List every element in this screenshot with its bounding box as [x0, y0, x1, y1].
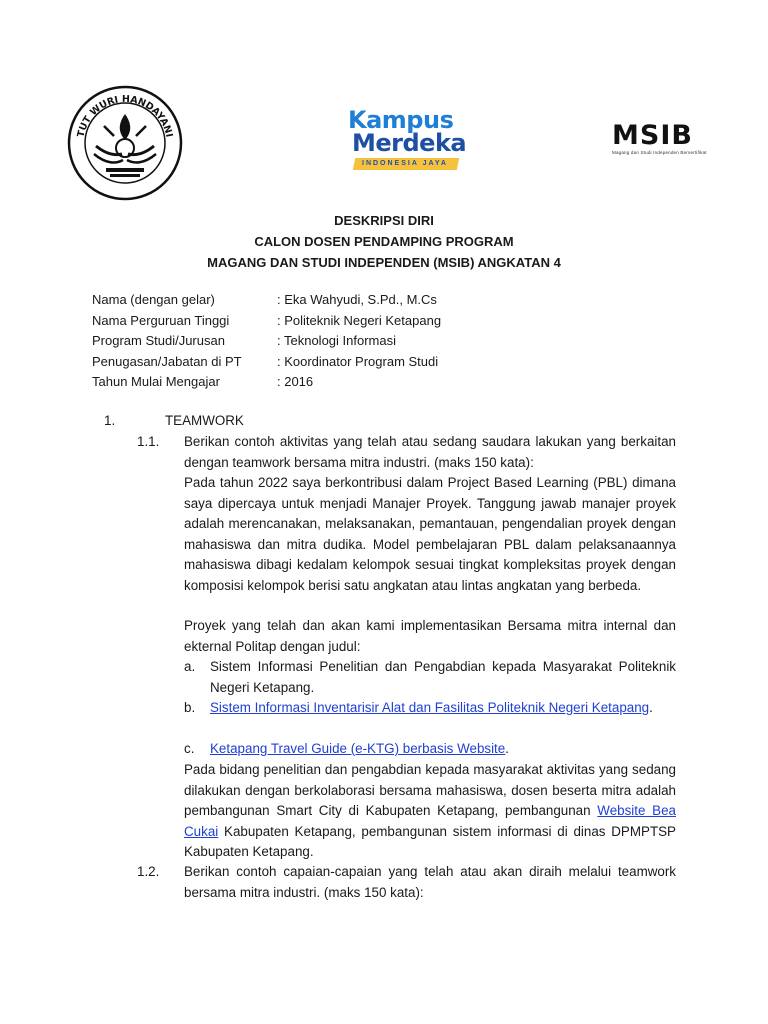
identity-row: [92, 311, 692, 332]
identity-row: [92, 290, 692, 311]
identity-row: [92, 352, 692, 373]
title-line-2: CALON DOSEN PENDAMPING PROGRAM: [254, 234, 514, 249]
kampus-merdeka-word2: Merdeka: [352, 129, 467, 157]
identity-label: Nama Perguruan Tinggi: [92, 312, 230, 328]
list-item-link[interactable]: Sistem Informasi Inventarisir Alat dan Fasilitas Politeknik Negeri Ketapang: [210, 700, 650, 715]
title-line-1: DESKRIPSI DIRI: [334, 213, 434, 228]
kampus-merdeka-logo: [348, 106, 467, 172]
identity-value: : 2016: [277, 374, 314, 389]
list-item: [210, 739, 676, 760]
section-title: TEAMWORK: [165, 413, 244, 428]
identity-value: : Koordinator Program Studi: [277, 353, 439, 369]
list-marker: b.: [184, 700, 196, 715]
identity-row: [92, 331, 692, 352]
document-title: [0, 210, 768, 273]
msib-tagline: Magang dan Studi Independen Bersertifikat: [612, 150, 707, 155]
answer-paragraph-1: Pada tahun 2022 saya berkontribusi dalam Project Based Learning (PBL) dimana saya dipercaya untuk menjadi Manajer Proyek. Tanggung jawab manajer proyek adalah merencanakan, melaksanakan, pemantauan, pengendalian proyek dengan mahasiswa dan mitra dudika. Model pembelajaran PBL dalam pelaksanaannya mahasiswa dibagi kedalam kelompok sesuai tingkat kompleksitas proyek dengan komposisi kelompok berisi satu angkatan atau lintas angkatan yang berbeda.: [184, 475, 676, 593]
kampus-merdeka-word1: Kampus: [348, 106, 454, 134]
question-text: Berikan contoh capaian-capaian yang telah atau akan diraih melalui teamwork bersama mitra industri. (maks 150 kata):: [184, 864, 676, 900]
identity-value: : Politeknik Negeri Ketapang: [277, 312, 442, 328]
paragraph-text: Pada bidang penelitian dan pengabdian kepada masyarakat aktivitas yang sedang dilakukan dengan berkolaborasi bersama mahasiswa, dosen beserta mitra adalah pembangunan Smart City di Kabupaten Ketapang, pembangunan: [184, 762, 676, 818]
question-number: 1.2.: [137, 864, 160, 879]
identity-label: Tahun Mulai Mengajar: [92, 374, 220, 389]
list-marker: c.: [184, 741, 195, 756]
title-line-3: MAGANG DAN STUDI INDEPENDEN (MSIB) ANGKATAN 4: [207, 255, 561, 270]
list-item: [210, 698, 676, 719]
identity-label: Penugasan/Jabatan di PT: [92, 353, 242, 369]
section-number: 1.: [104, 413, 116, 428]
identity-row: [92, 372, 692, 393]
answer-paragraph-2: Proyek yang telah dan akan kami implementasikan Bersama mitra internal dan ekternal Politap dengan judul:: [184, 618, 676, 654]
list-item-link[interactable]: Ketapang Travel Guide (e-KTG) berbasis Website: [210, 741, 506, 756]
msib-logo: [612, 120, 712, 158]
tut-wuri-handayani-logo: [66, 84, 184, 202]
question-number: 1.1.: [137, 434, 160, 449]
identity-value: : Teknologi Informasi: [277, 333, 396, 348]
list-item-suffix: .: [649, 700, 653, 715]
list-item-text: Sistem Informasi Penelitian dan Pengabdian kepada Masyarakat Politeknik Negeri Ketapang.: [210, 659, 676, 695]
answer-paragraph-3: [184, 760, 676, 863]
logo-motto: TUT WURI HANDAYANI: [75, 93, 175, 139]
list-marker: a.: [184, 659, 196, 674]
identity-label: Program Studi/Jurusan: [92, 333, 225, 348]
kampus-merdeka-tagline: INDONESIA JAYA: [362, 160, 448, 167]
list-item-suffix: .: [505, 741, 509, 756]
identity-label: Nama (dengan gelar): [92, 292, 215, 307]
bea-cukai-link[interactable]: Website Bea Cukai: [184, 803, 676, 839]
paragraph-text: Kabupaten Ketapang, pembangunan sistem informasi di dinas DPMPTSP Kabupaten Ketapang.: [184, 823, 676, 859]
identity-table: [92, 290, 692, 393]
identity-value: : Eka Wahyudi, S.Pd., M.Cs: [277, 292, 437, 307]
question-text: Berikan contoh aktivitas yang telah atau sedang saudara lakukan yang berkaitan dengan teamwork bersama mitra industri. (maks 150 kata):: [184, 434, 676, 470]
msib-word: MSIB: [612, 120, 693, 151]
